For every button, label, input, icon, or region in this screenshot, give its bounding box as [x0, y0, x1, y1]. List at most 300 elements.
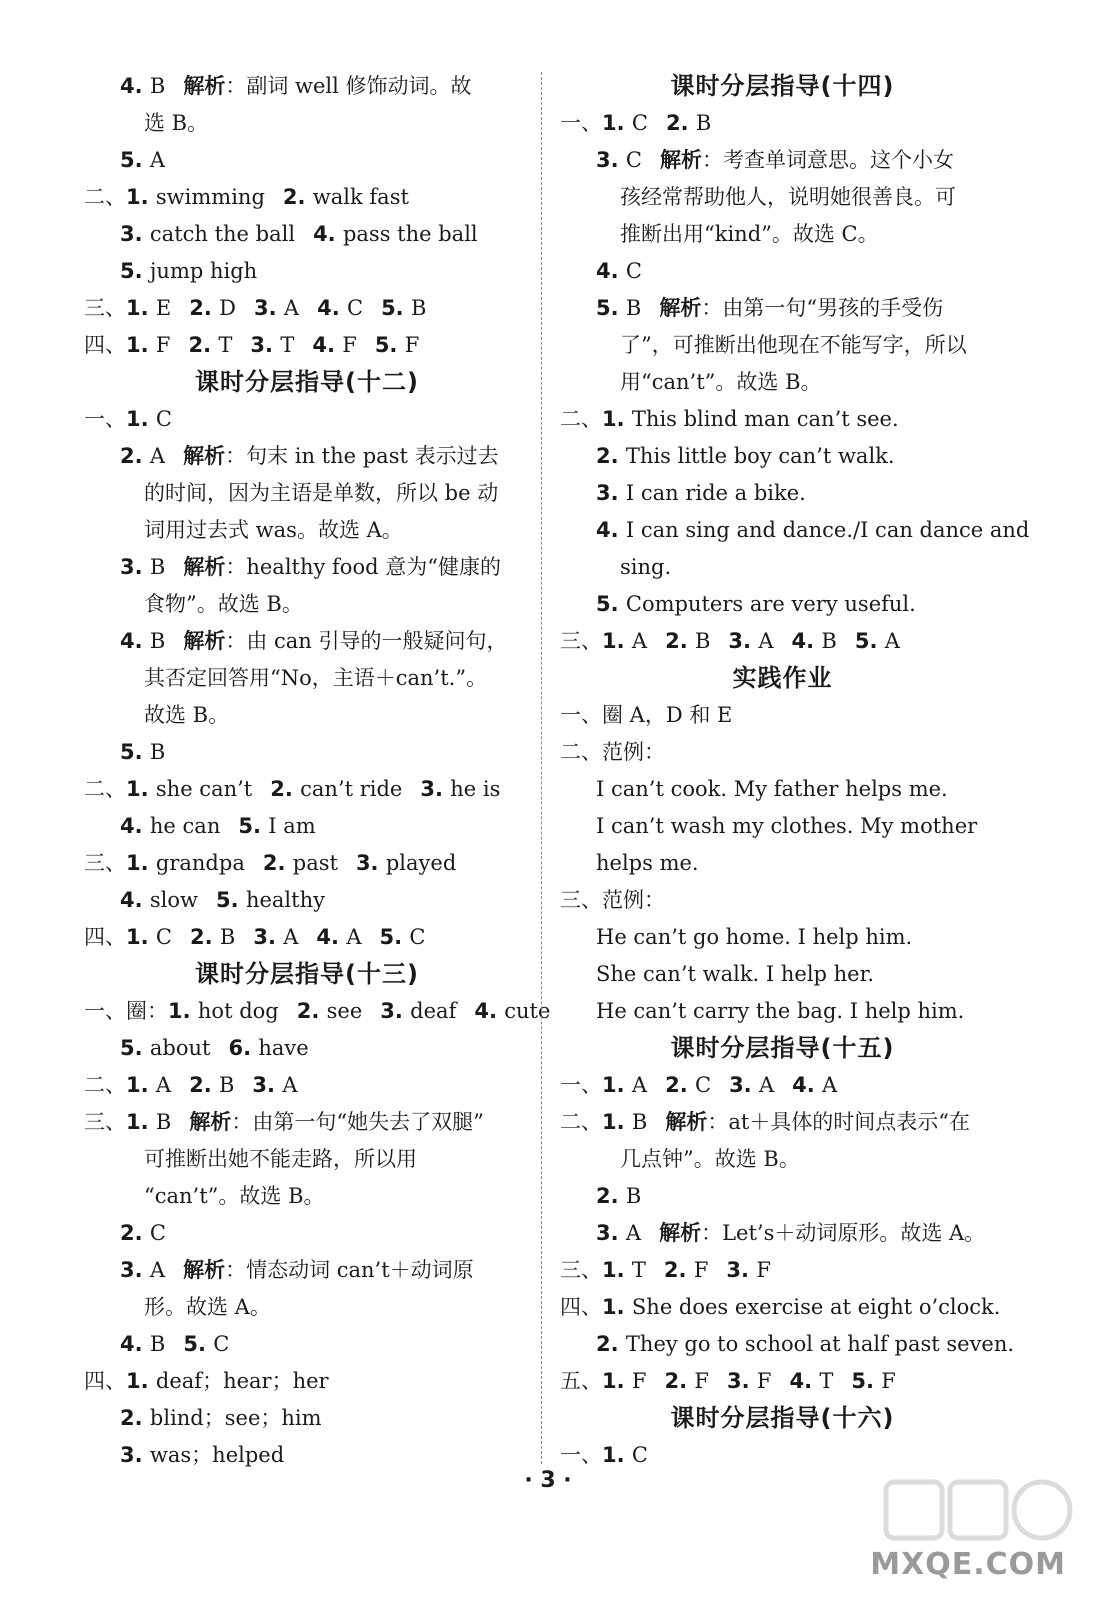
item-number: 1.	[602, 1443, 632, 1467]
answer-line	[560, 734, 1005, 771]
answer-text: C	[694, 1073, 712, 1097]
answer-line	[560, 179, 1005, 216]
answer-line	[84, 845, 530, 882]
item-number: 3.	[253, 925, 284, 949]
answer-text: F	[881, 1369, 896, 1393]
item-number: 5.	[381, 296, 411, 320]
answer-line	[84, 1141, 530, 1178]
answer-text: C	[213, 1332, 230, 1356]
item-number: 2.	[665, 629, 695, 653]
answer-line	[84, 1067, 530, 1104]
page-number: · 3 ·	[524, 1468, 572, 1493]
answer-line	[84, 1178, 530, 1215]
answer-text: A	[149, 444, 166, 468]
answer-text: ：句末 in the past 表示过去	[225, 444, 499, 468]
answer-text: 四、	[84, 1369, 126, 1393]
answer-text: healthy	[245, 888, 325, 912]
answer-text: A	[822, 1073, 838, 1097]
analysis-label: 解析	[659, 1221, 702, 1245]
item-number: 2.	[596, 444, 626, 468]
answer-text: C	[631, 111, 648, 135]
answer-text: slow	[149, 888, 199, 912]
item-number: 1.	[126, 777, 156, 801]
answer-text: A	[884, 629, 900, 653]
answer-line	[84, 105, 530, 142]
item-number: 1.	[602, 1073, 632, 1097]
answer-line	[560, 290, 1005, 327]
answer-text: B	[149, 555, 166, 579]
item-number: 1.	[126, 925, 156, 949]
answer-line	[560, 771, 1005, 808]
answer-line	[560, 845, 1005, 882]
answer-line	[560, 993, 1005, 1030]
answer-line	[560, 1104, 1005, 1141]
answer-text: He can’t carry the bag. I help him.	[596, 999, 965, 1023]
item-number: 4.	[316, 925, 347, 949]
answer-text: 的时间，因为主语是单数，所以 be 动	[144, 481, 499, 505]
item-number: 4.	[596, 518, 626, 542]
item-number: 3.	[254, 296, 284, 320]
answer-text: A	[283, 925, 299, 949]
answer-line	[560, 808, 1005, 845]
answer-line	[84, 660, 530, 697]
answer-text: C	[149, 1221, 166, 1245]
answer-line	[84, 1030, 530, 1067]
answer-line	[560, 401, 1005, 438]
answer-text: ：副词 well 修饰动词。故	[225, 74, 472, 98]
answer-text: 选 B。	[144, 111, 209, 135]
item-number: 1.	[602, 1110, 632, 1134]
answer-text: 词用过去式 was。故选 A。	[144, 518, 403, 542]
item-number: 2.	[270, 777, 301, 801]
answer-text: 二、	[84, 185, 126, 209]
answer-text: played	[385, 851, 457, 875]
item-number: 4.	[313, 222, 343, 246]
answer-text: A	[283, 296, 300, 320]
item-number: 2.	[120, 1406, 150, 1430]
answer-text: ：情态动词 can’t＋动词原	[225, 1258, 474, 1282]
answer-text: ：由第一句“她失去了双腿”	[231, 1110, 484, 1134]
answer-text: 一、圈：	[84, 999, 168, 1023]
answer-text: ：at＋具体的时间点表示“在	[707, 1110, 971, 1134]
item-number: 1.	[602, 407, 632, 431]
answer-line	[84, 771, 530, 808]
analysis-label: 解析	[183, 555, 226, 579]
answer-text: F	[693, 1258, 709, 1282]
item-number: 5.	[120, 740, 150, 764]
answer-line	[560, 327, 1005, 364]
analysis-label: 解析	[183, 444, 226, 468]
answer-line	[84, 586, 530, 623]
answer-line	[560, 1178, 1005, 1215]
answer-text: B	[149, 1332, 166, 1356]
answer-text: ：由第一句“男孩的手受伤	[701, 296, 944, 320]
answer-text: 故选 B。	[144, 703, 230, 727]
analysis-label: 解析	[659, 148, 702, 172]
answer-text: ：考查单词意思。这个小女	[701, 148, 954, 172]
answer-text: C	[155, 925, 172, 949]
answer-text: A	[155, 1073, 172, 1097]
section-heading: 课时分层指导(十二)	[195, 368, 419, 396]
answer-text: sing.	[620, 555, 672, 579]
right-column	[560, 68, 1030, 1474]
answer-line	[84, 734, 530, 771]
item-number: 4.	[474, 999, 505, 1023]
answer-line	[84, 253, 530, 290]
left-column	[84, 68, 551, 1474]
answer-text: F	[756, 1258, 771, 1282]
answer-text: C	[625, 148, 642, 172]
item-number: 5.	[854, 629, 885, 653]
answer-line	[84, 623, 530, 660]
answer-text: 四、	[84, 925, 126, 949]
item-number: 3.	[120, 1443, 150, 1467]
item-number: 1.	[126, 1369, 156, 1393]
answer-text: F	[404, 333, 420, 357]
item-number: 1.	[126, 1073, 156, 1097]
answer-text: C	[346, 296, 364, 320]
item-number: 1.	[126, 851, 156, 875]
analysis-label: 解析	[183, 1258, 226, 1282]
answer-text: grandpa	[155, 851, 245, 875]
answer-line	[84, 882, 530, 919]
item-number: 4.	[120, 814, 150, 838]
answer-text: was；helped	[149, 1443, 285, 1467]
answer-text: I can’t cook. My father helps me.	[596, 777, 948, 801]
item-number: 1.	[602, 1295, 632, 1319]
answer-line	[560, 253, 1005, 290]
answer-text: 了”，可推断出他现在不能写字，所以	[620, 333, 967, 357]
answer-line	[560, 475, 1005, 512]
answer-text: F	[756, 1369, 772, 1393]
answer-text: helps me.	[596, 851, 699, 875]
answer-text: D	[219, 296, 236, 320]
answer-text: pass the ball	[342, 222, 478, 246]
item-number: 5.	[596, 592, 626, 616]
answer-line	[84, 401, 530, 438]
item-number: 3.	[726, 1258, 757, 1282]
item-number: 5.	[120, 1036, 150, 1060]
item-number: 2.	[663, 1258, 694, 1282]
answer-line	[84, 549, 530, 586]
answer-text: A	[149, 148, 166, 172]
answer-line	[84, 142, 530, 179]
item-number: 2.	[189, 925, 220, 949]
answer-text: 食物”。故选 B。	[144, 592, 303, 616]
answer-line	[84, 290, 530, 327]
item-number: 4.	[120, 74, 150, 98]
item-number: 1.	[126, 407, 156, 431]
item-number: 4.	[596, 259, 626, 283]
item-number: 5.	[374, 333, 405, 357]
item-number: 6.	[228, 1036, 259, 1060]
item-number: 2.	[296, 999, 327, 1023]
answer-text: B	[218, 1073, 235, 1097]
answer-text: This little boy can’t walk.	[625, 444, 895, 468]
answer-text: deaf	[410, 999, 457, 1023]
answer-line	[560, 697, 1005, 734]
answer-text: past	[292, 851, 338, 875]
item-number: 2.	[596, 1332, 626, 1356]
answer-text: C	[155, 407, 172, 431]
answer-text: F	[631, 1369, 647, 1393]
item-number: 3.	[729, 1073, 759, 1097]
answer-text: 三、	[560, 1258, 602, 1282]
answer-text: 四、	[84, 333, 126, 357]
analysis-label: 解析	[183, 74, 226, 98]
item-number: 3.	[380, 999, 411, 1023]
answer-text: 三、	[84, 851, 126, 875]
answer-text: 一、	[560, 1073, 602, 1097]
answer-text: 二、	[84, 777, 126, 801]
answer-text: catch the ball	[149, 222, 296, 246]
answer-line	[560, 956, 1005, 993]
item-number: 3.	[120, 1258, 150, 1282]
answer-line	[560, 1363, 1005, 1400]
answer-text: A	[346, 925, 362, 949]
answer-line	[84, 68, 530, 105]
answer-line	[560, 623, 1005, 660]
answer-text: B	[631, 1110, 648, 1134]
watermark-text: MXQE.COM	[870, 1547, 1066, 1582]
analysis-label: 解析	[665, 1110, 708, 1134]
answer-text: A	[625, 1221, 642, 1245]
answer-text: B	[695, 111, 712, 135]
answer-line	[560, 1141, 1005, 1178]
item-number: 3.	[355, 851, 386, 875]
answer-text: B	[694, 629, 711, 653]
answer-line	[84, 475, 530, 512]
item-number: 3.	[252, 1073, 283, 1097]
answer-line	[84, 327, 530, 364]
item-number: 2.	[262, 851, 293, 875]
answer-line	[84, 1252, 530, 1289]
answer-line	[84, 438, 530, 475]
answer-text: A	[758, 1073, 775, 1097]
answer-line	[84, 919, 530, 956]
answer-text: 二、	[84, 1073, 126, 1097]
answer-line	[560, 142, 1005, 179]
item-number: 5.	[216, 888, 246, 912]
answer-line	[560, 216, 1005, 253]
item-number: 3.	[596, 1221, 626, 1245]
answer-text: This blind man can’t see.	[631, 407, 899, 431]
answer-text: B	[821, 629, 837, 653]
item-number: 2.	[282, 185, 313, 209]
answer-text: She can’t walk. I help her.	[596, 962, 875, 986]
answer-text: 孩经常帮助他人，说明她很善良。可	[620, 185, 956, 209]
item-number: 4.	[317, 296, 347, 320]
analysis-label: 解析	[659, 296, 702, 320]
answer-line	[84, 993, 551, 1030]
answer-text: 一、	[560, 111, 602, 135]
answer-text: see	[326, 999, 363, 1023]
answer-text: E	[155, 296, 172, 320]
answer-text: 一、	[84, 407, 126, 431]
answer-text: 五、	[560, 1369, 602, 1393]
answer-text: have	[258, 1036, 309, 1060]
answer-line	[560, 1326, 1015, 1363]
answer-line	[560, 1289, 1005, 1326]
answer-text: F	[155, 333, 171, 357]
item-number: 2.	[664, 1369, 695, 1393]
answer-text: A	[631, 1073, 648, 1097]
section-heading: 课时分层指导(十三)	[195, 960, 419, 988]
answer-text: T	[280, 333, 295, 357]
item-number: 1.	[126, 185, 156, 209]
answer-line	[84, 697, 530, 734]
item-number: 2.	[120, 444, 150, 468]
item-number: 2.	[596, 1184, 626, 1208]
answer-text: hot dog	[197, 999, 279, 1023]
answer-text: she can’t	[155, 777, 253, 801]
answer-text: C	[631, 1443, 648, 1467]
answer-text: I can ride a bike.	[625, 481, 806, 505]
answer-text: he can	[149, 814, 221, 838]
answer-text: B	[149, 74, 166, 98]
answer-text: cute	[504, 999, 551, 1023]
item-number: 1.	[602, 629, 632, 653]
item-number: 1.	[126, 333, 156, 357]
answer-text: B	[625, 1184, 642, 1208]
answer-line	[560, 105, 1005, 142]
answer-text: 二、	[560, 407, 602, 431]
answer-text: A	[149, 1258, 166, 1282]
answer-text: F	[342, 333, 357, 357]
answer-text: Computers are very useful.	[625, 592, 916, 616]
section-heading: 实践作业	[732, 664, 833, 692]
answer-text: F	[694, 1369, 709, 1393]
answer-text: C	[409, 925, 426, 949]
item-number: 5.	[238, 814, 269, 838]
answer-text: A	[282, 1073, 298, 1097]
answer-line	[560, 549, 1005, 586]
answer-text: ：由 can 引导的一般疑问句，	[225, 629, 508, 653]
answer-line	[84, 216, 530, 253]
answer-line	[84, 512, 530, 549]
item-number: 2.	[120, 1221, 150, 1245]
answer-text: T	[819, 1369, 834, 1393]
answer-text: deaf；hear；her	[155, 1369, 329, 1393]
item-number: 2.	[665, 1073, 695, 1097]
answer-text: 可推断出她不能走路，所以用	[144, 1147, 417, 1171]
answer-text: walk fast	[312, 185, 409, 209]
answer-line	[84, 808, 530, 845]
item-number: 5.	[596, 296, 626, 320]
answer-text: B	[149, 740, 166, 764]
answer-text: A	[631, 629, 648, 653]
answer-text: I can’t wash my clothes. My mother	[596, 814, 978, 838]
answer-text: 推断出用“kind”。故选 C。	[620, 222, 879, 246]
analysis-label: 解析	[189, 1110, 232, 1134]
answer-text: 几点钟”。故选 B。	[620, 1147, 800, 1171]
answer-text: 三、	[560, 629, 602, 653]
answer-text: B	[155, 1110, 172, 1134]
item-number: 3.	[596, 481, 626, 505]
answer-text: B	[149, 629, 166, 653]
item-number: 3.	[728, 629, 759, 653]
item-number: 5.	[120, 259, 150, 283]
section-heading: 课时分层指导(十五)	[670, 1034, 895, 1062]
item-number: 4.	[120, 629, 150, 653]
item-number: 3.	[726, 1369, 757, 1393]
item-number: 1.	[168, 999, 198, 1023]
item-number: 5.	[120, 148, 150, 172]
item-number: 2.	[188, 333, 219, 357]
answer-text: B	[410, 296, 427, 320]
answer-text: he is	[450, 777, 501, 801]
item-number: 4.	[792, 1073, 823, 1097]
answer-line	[84, 1104, 530, 1141]
answer-text: 三、范例：	[560, 888, 665, 912]
answer-text: ：healthy food 意为“健康的	[225, 555, 501, 579]
item-number: 1.	[602, 111, 632, 135]
answer-line	[560, 364, 1005, 401]
answer-line	[84, 1326, 530, 1363]
item-number: 4.	[120, 888, 150, 912]
answer-text: I am	[268, 814, 316, 838]
answer-line	[560, 512, 1030, 549]
answer-line	[560, 919, 1005, 956]
answer-line	[560, 586, 1005, 623]
answer-text: She does exercise at eight o’clock.	[631, 1295, 1001, 1319]
item-number: 1.	[126, 1110, 156, 1134]
item-number: 3.	[250, 333, 281, 357]
answer-text: 用“can’t”。故选 B。	[620, 370, 822, 394]
item-number: 3.	[120, 222, 150, 246]
item-number: 4.	[791, 629, 822, 653]
item-number: 2.	[665, 111, 696, 135]
answer-line	[560, 1252, 1005, 1289]
item-number: 5.	[851, 1369, 882, 1393]
answer-text: 形。故选 A。	[144, 1295, 271, 1319]
answer-text: 四、	[560, 1295, 602, 1319]
item-number: 3.	[120, 555, 150, 579]
item-number: 1.	[602, 1258, 632, 1282]
answer-line	[84, 1215, 530, 1252]
answer-text: 一、	[560, 1443, 602, 1467]
item-number: 2.	[189, 1073, 219, 1097]
item-number: 5.	[183, 1332, 214, 1356]
section-heading: 课时分层指导(十六)	[670, 1404, 895, 1432]
answer-text: They go to school at half past seven.	[625, 1332, 1015, 1356]
answer-line	[84, 1363, 530, 1400]
item-number: 2.	[189, 296, 220, 320]
answer-text: B	[219, 925, 236, 949]
answer-line	[84, 179, 530, 216]
column-divider	[541, 72, 542, 1464]
answer-text: 一、圈 A，D 和 E	[560, 703, 733, 727]
answer-text: “can’t”。故选 B。	[144, 1184, 325, 1208]
answer-text: 二、范例：	[560, 740, 665, 764]
answer-line	[560, 438, 1005, 475]
answer-text: swimming	[155, 185, 265, 209]
answer-line	[84, 1289, 530, 1326]
answer-line	[560, 1215, 1005, 1252]
item-number: 5.	[379, 925, 410, 949]
answer-text: 三、	[84, 1110, 126, 1134]
answer-text: B	[625, 296, 642, 320]
analysis-label: 解析	[183, 629, 226, 653]
answer-text: I can sing and dance./I can dance and	[625, 518, 1030, 542]
item-number: 4.	[120, 1332, 150, 1356]
answer-text: A	[758, 629, 774, 653]
answer-text: 二、	[560, 1110, 602, 1134]
item-number: 1.	[602, 1369, 632, 1393]
answer-text: ：Let’s＋动词原形。故选 A。	[701, 1221, 986, 1245]
answer-text: C	[625, 259, 642, 283]
section-heading: 课时分层指导(十四)	[670, 72, 895, 100]
